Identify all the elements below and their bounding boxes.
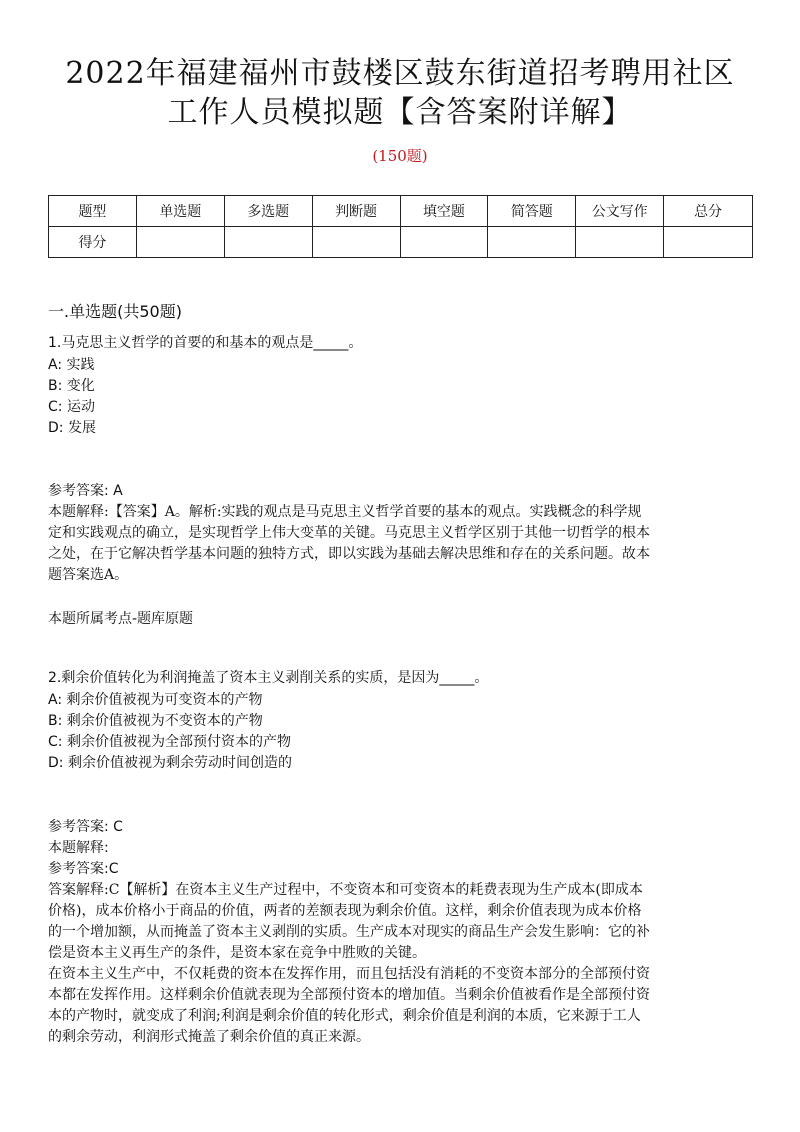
score-cell	[400, 227, 488, 258]
question-1-explanation	[48, 502, 753, 586]
explanation-line: 之处，在于它解决哲学基本问题的独特方式，即以实践为基础去解决思维和存在的关系问题。故本	[48, 546, 650, 562]
score-cell	[136, 227, 224, 258]
score-table	[48, 195, 753, 258]
explanation-line: 偿是资本主义再生产的条件，是资本家在竞争中胜败的关键。	[48, 945, 426, 961]
question-2-answer: 参考答案: C	[48, 819, 123, 835]
score-cell	[488, 227, 576, 258]
explanation-line: 价格)，成本价格小于商品的价值，两者的差额表现为剩余价值。这样，剩余价值表现为成本价格	[48, 903, 642, 919]
score-table-header-cell: 单选题	[136, 196, 224, 227]
explanation-line: 本的产物时，就变成了利润;利润是剩余价值的转化形式，剩余价值是利润的本质，它来源于工人	[48, 1008, 641, 1024]
question-1-answer: 参考答案: A	[48, 483, 123, 499]
score-table-header-cell: 简答题	[488, 196, 576, 227]
explanation-line: 本题解释:【答案】A。解析:实践的观点是马克思主义哲学首要的基本的观点。实践概念的科学规	[48, 504, 642, 520]
question-2-explain-label: 本题解释:	[48, 840, 109, 856]
question-2-option-c: C: 剩余价值被视为全部预付资本的产物	[48, 734, 291, 750]
question-1-option-d: D: 发展	[48, 420, 96, 436]
question-2-option-a: A: 剩余价值被视为可变资本的产物	[48, 692, 263, 708]
explanation-line: 答案解释:C【解析】在资本主义生产过程中，不变资本和可变资本的耗费表现为生产成本(即成本	[48, 882, 643, 898]
score-table-header-row	[49, 196, 753, 227]
question-2-option-d: D: 剩余价值被视为剩余劳动时间创造的	[48, 755, 292, 771]
question-1-source: 本题所属考点-题库原题	[48, 611, 194, 627]
score-cell	[664, 227, 753, 258]
score-row-label: 得分	[49, 227, 137, 258]
score-cell	[224, 227, 312, 258]
score-table-header-cell: 多选题	[224, 196, 312, 227]
score-table-header-cell: 总分	[664, 196, 753, 227]
explanation-line: 的剩余劳动，利润形式掩盖了剩余价值的真正来源。	[48, 1029, 370, 1045]
explanation-line: 题答案选A。	[48, 567, 129, 583]
document-title-line-1: 2022年福建福州市鼓楼区鼓东街道招考聘用社区	[65, 56, 735, 91]
question-1-stem: 1.马克思主义哲学的首要的和基本的观点是_____。	[48, 335, 363, 351]
score-table-header-cell: 填空题	[400, 196, 488, 227]
question-1-option-a: A: 实践	[48, 357, 95, 373]
score-table-header-cell: 公文写作	[576, 196, 664, 227]
score-table-header-cell: 判断题	[312, 196, 400, 227]
question-1-option-b: B: 变化	[48, 378, 95, 394]
question-2-answer-repeat: 参考答案:C	[48, 861, 119, 877]
explanation-line: 的一个增加额，从而掩盖了资本主义剥削的实质。生产成本对现实的商品生产会发生影响：它的补	[48, 924, 650, 940]
score-table-header-cell: 题型	[49, 196, 137, 227]
explanation-line: 本都在发挥作用。这样剩余价值就表现为全部预付资本的增加值。当剩余价值被看作是全部预付资	[48, 987, 650, 1003]
document-title-line-2: 工作人员模拟题【含答案附详解】	[167, 95, 633, 130]
score-cell	[312, 227, 400, 258]
question-2-explanation	[48, 880, 753, 1048]
question-1-option-c: C: 运动	[48, 399, 95, 415]
score-table-score-row	[49, 227, 753, 258]
explanation-line: 在资本主义生产中，不仅耗费的资本在发挥作用，而且包括没有消耗的不变资本部分的全部预付资	[48, 966, 650, 982]
question-count-subtitle: (150题)	[372, 147, 428, 165]
question-2-stem: 2.剩余价值转化为利润掩盖了资本主义剥削关系的实质，是因为_____。	[48, 670, 489, 686]
score-cell	[576, 227, 664, 258]
section-heading: 一.单选题(共50题)	[48, 302, 182, 321]
question-2-option-b: B: 剩余价值被视为不变资本的产物	[48, 713, 263, 729]
explanation-line: 定和实践观点的确立，是实现哲学上伟大变革的关键。马克思主义哲学区别于其他一切哲学的根本	[48, 525, 650, 541]
